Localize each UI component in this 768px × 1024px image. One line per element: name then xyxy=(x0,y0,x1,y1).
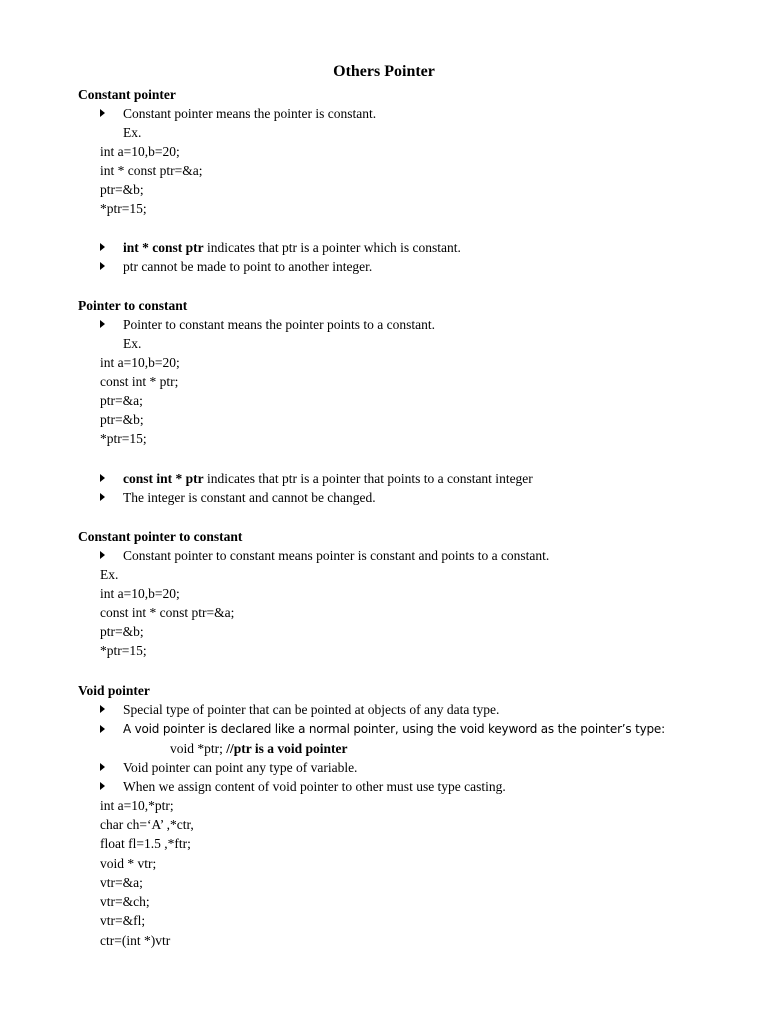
bullet-arrow-icon xyxy=(100,705,105,713)
code-line: *ptr=15; xyxy=(100,643,147,658)
void-pointer-declaration: void *ptr; //ptr is a void pointer xyxy=(170,741,348,756)
section-heading-constant-pointer: Constant pointer xyxy=(78,87,176,102)
bullet-arrow-icon xyxy=(100,474,105,482)
code-line: float fl=1.5 ,*ftr; xyxy=(100,836,191,851)
code-line: ctr=(int *)vtr xyxy=(100,933,171,948)
code-line: *ptr=15; xyxy=(100,431,147,446)
bullet-arrow-icon xyxy=(100,493,105,501)
code-line: ptr=&b; xyxy=(100,412,144,427)
bullet-arrow-icon xyxy=(100,320,105,328)
code-line: void * vtr; xyxy=(100,856,157,871)
code-line: ptr=&a; xyxy=(100,393,143,408)
section-heading-constant-pointer-to-constant: Constant pointer to constant xyxy=(78,529,243,544)
bullet-arrow-icon xyxy=(100,243,105,251)
code-line: vtr=&ch; xyxy=(100,894,150,909)
example-label: Ex. xyxy=(123,336,142,351)
code-line: char ch=‘A’ ,*ctr, xyxy=(100,817,194,832)
code-line: ptr=&b; xyxy=(100,624,144,639)
bullet-arrow-icon xyxy=(100,763,105,771)
code-line: const int * ptr; xyxy=(100,374,179,389)
document-page: Others Pointer Constant pointer Constant pointer means the pointer is constant. Ex. int a=10,b=20; int * const ptr=&a; ptr=&b; *ptr=15; int * const ptr indicates that ptr is a pointer which is constant. ptr cannot be made to point to another integer. Pointer to constant Pointer to constant means the pointer points to a constant. Ex. int a=10,b=20; const int * ptr; ptr=&a; ptr=&b; *ptr=15; const int * ptr indicates that ptr is a pointer that points to a constant integer The integer is constant and cannot be changed. Constant pointer to constant Constant pointer to constant means pointer is constant and points to a constant. Ex. int a=10,b=20; const int * const ptr=&a; ptr=&b; *ptr=15; Void pointer Special type of pointer that can be pointed at objects of any data type. A void pointer is declared like a normal pointer, using the void keyword as the pointer’s type: void *ptr; //ptr is a void pointer Void pointer can point any type of variable. When we assign content of void pointer to other must use type casting. int a=10,*ptr; char ch=‘A’ ,*ctr, float fl=1.5 ,*ftr; void * vtr; vtr=&a; vtr=&ch; vtr=&fl; ctr=(int *)vtr xyxy=(0,0,768,1024)
code-line: vtr=&fl; xyxy=(100,913,146,928)
code-line: vtr=&a; xyxy=(100,875,143,890)
code-line: ptr=&b; xyxy=(100,182,144,197)
code-line: int a=10,b=20; xyxy=(100,144,180,159)
bullet-arrow-icon xyxy=(100,109,105,117)
section-heading-pointer-to-constant: Pointer to constant xyxy=(78,298,188,313)
bullet-arrow-icon xyxy=(100,725,105,733)
code-line: int * const ptr=&a; xyxy=(100,163,203,178)
bullet-arrow-icon xyxy=(100,262,105,270)
bullet-arrow-icon xyxy=(100,782,105,790)
code-line: const int * const ptr=&a; xyxy=(100,605,235,620)
example-label: Ex. xyxy=(123,125,142,140)
example-label: Ex. xyxy=(100,567,119,582)
code-line: int a=10,*ptr; xyxy=(100,798,174,813)
section-heading-void-pointer: Void pointer xyxy=(78,683,150,698)
code-line: *ptr=15; xyxy=(100,201,147,216)
code-line: int a=10,b=20; xyxy=(100,355,180,370)
page-title: Others Pointer xyxy=(333,63,435,80)
code-line: int a=10,b=20; xyxy=(100,586,180,601)
bullet-arrow-icon xyxy=(100,551,105,559)
